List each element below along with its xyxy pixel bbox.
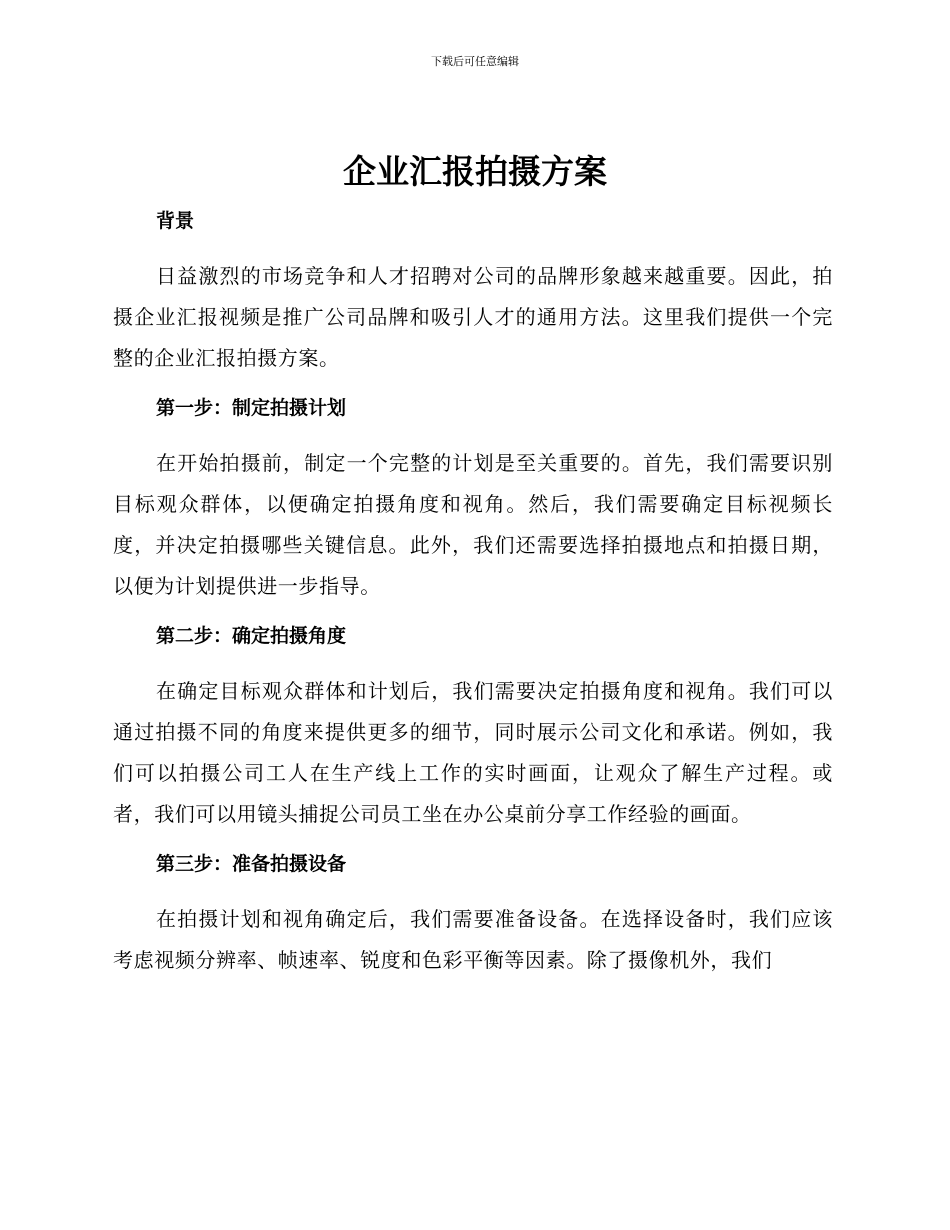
- section-paragraph-background: 日益激烈的市场竞争和人才招聘对公司的品牌形象越来越重要。因此，拍摄企业汇报视频是推广公司品牌和吸引人才的通用方法。这里我们提供一个完整的企业汇报拍摄方案。: [113, 264, 833, 370]
- document-title: 企业汇报拍摄方案: [343, 152, 607, 191]
- section-heading-background: 背景: [156, 210, 195, 232]
- section-paragraph-step-2: 在确定目标观众群体和计划后，我们需要决定拍摄角度和视角。我们可以通过拍摄不同的角度来提供更多的细节，同时展示公司文化和承诺。例如，我们可以拍摄公司工人在生产线上工作的实时画面，让观众了解生产过程。或者，我们可以用镜头捕捉公司员工坐在办公桌前分享工作经验的画面。: [113, 679, 833, 826]
- page-header: 下载后可任意编辑: [431, 55, 519, 68]
- section-heading-step-1: 第一步：制定拍摄计划: [156, 397, 347, 419]
- section-heading-step-3: 第三步：准备拍摄设备: [156, 853, 347, 875]
- document-body: [113, 202, 833, 981]
- section-heading-step-2: 第二步：确定拍摄角度: [156, 625, 347, 647]
- section-paragraph-step-1: 在开始拍摄前，制定一个完整的计划是至关重要的。首先，我们需要识别目标观众群体，以便确定拍摄角度和视角。然后，我们需要确定目标视频长度，并决定拍摄哪些关键信息。此外，我们还需要选择拍摄地点和拍摄日期，以便为计划提供进一步指导。: [113, 451, 833, 598]
- section-paragraph-step-3: 在拍摄计划和视角确定后，我们需要准备设备。在选择设备时，我们应该考虑视频分辨率、帧速率、锐度和色彩平衡等因素。除了摄像机外，我们: [113, 907, 833, 972]
